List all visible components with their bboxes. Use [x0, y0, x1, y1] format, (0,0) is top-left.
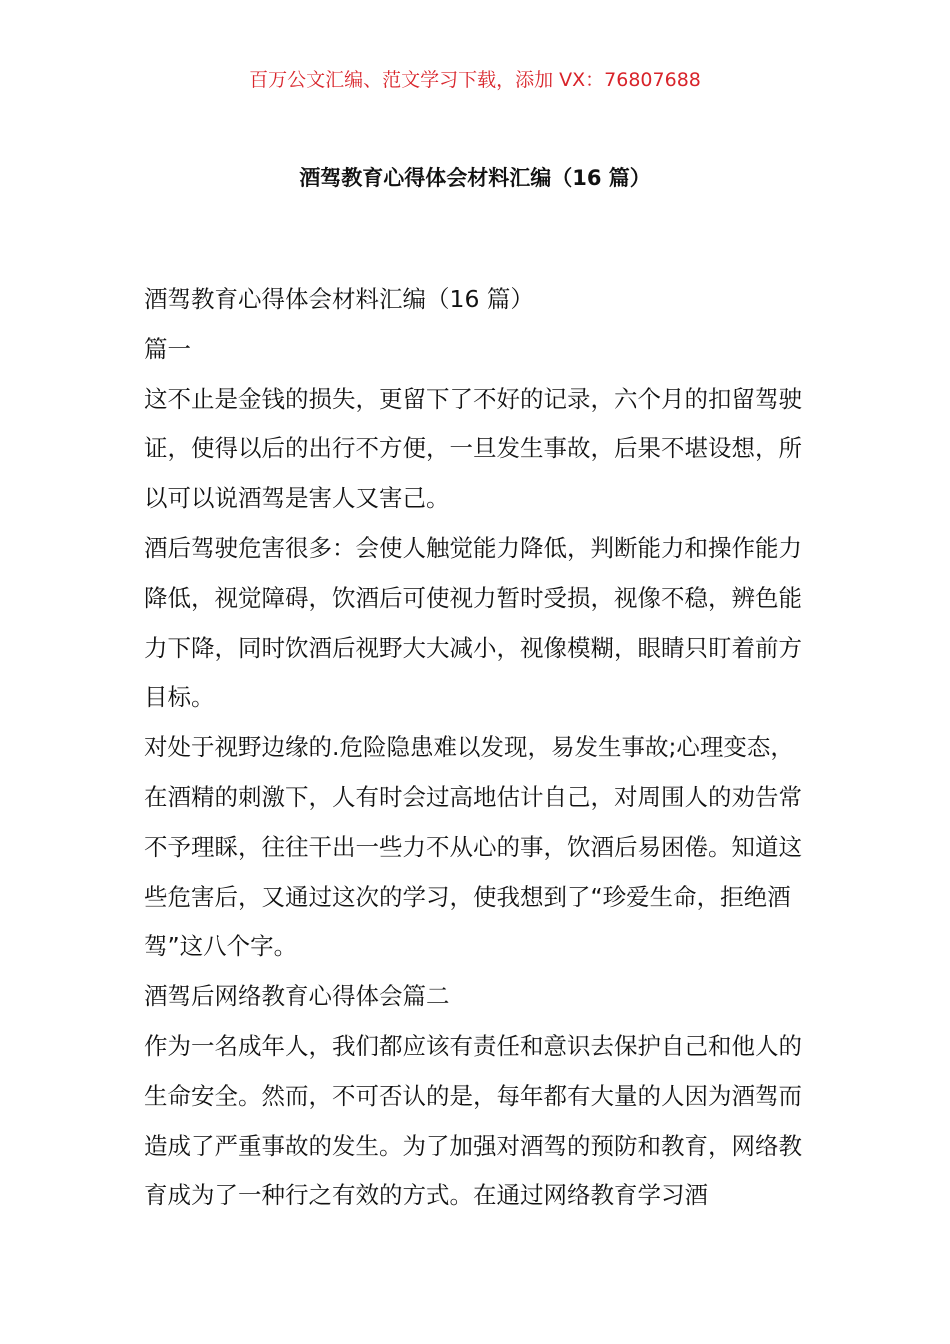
document-title: 酒驾教育心得体会材料汇编（16 篇） — [299, 166, 651, 190]
paragraph-section-heading: 篇一 — [144, 334, 191, 363]
paragraph-section-heading: 酒驾后网络教育心得体会篇二 — [144, 982, 450, 1011]
paragraph-subtitle: 酒驾教育心得体会材料汇编（16 篇） — [144, 285, 534, 313]
document-body — [144, 275, 816, 1221]
header-note: 百万公文汇编、范文学习下载，添加 VX：76807688 — [249, 69, 701, 91]
paragraph: 对处于视野边缘的.危险隐患难以发现，易发生事故;心理变态，在酒精的刺激下，人有时会过高地估计自己，对周围人的劝告常不予理睬，往往干出一些力不从心的事，饮酒后易困倦。知道这些危害后，又通过这次的学习，使我想到了“珍爱生命，拒绝酒驾”这八个字。 — [144, 733, 802, 961]
paragraph: 作为一名成年人，我们都应该有责任和意识去保护自己和他人的生命安全。然而，不可否认的是，每年都有大量的人因为酒驾而造成了严重事故的发生。为了加强对酒驾的预防和教育，网络教育成为了一种行之有效的方式。在通过网络教育学习酒 — [144, 1031, 802, 1210]
paragraph: 酒后驾驶危害很多：会使人触觉能力降低，判断能力和操作能力降低，视觉障碍，饮酒后可使视力暂时受损，视像不稳，辨色能力下降，同时饮酒后视野大大减小，视像模糊，眼睛只盯着前方目标。 — [144, 533, 802, 712]
paragraph: 这不止是金钱的损失，更留下了不好的记录，六个月的扣留驾驶证，使得以后的出行不方便，一旦发生事故，后果不堪设想，所以可以说酒驾是害人又害己。 — [144, 384, 802, 513]
